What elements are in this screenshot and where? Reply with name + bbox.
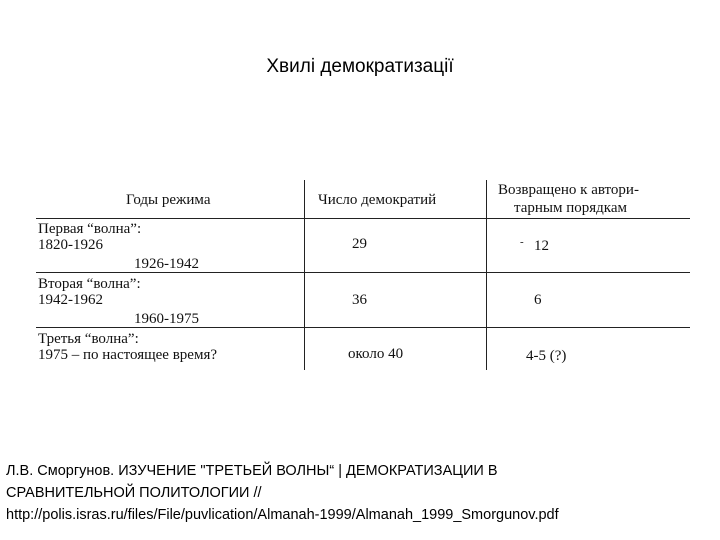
slide-title: Хвилі демократизації (266, 56, 454, 77)
header-reverted-line1: Возвращено к автори- (498, 182, 639, 198)
row-reverted-mark: - (520, 236, 524, 248)
column-divider (486, 180, 487, 370)
row-reverted: 6 (534, 292, 542, 308)
citation-line: СРАВНИТЕЛЬНОЙ ПОЛИТОЛОГИИ // (6, 485, 262, 501)
waves-table (36, 176, 696, 370)
row-period: 1820-1926 (38, 237, 103, 253)
citation-url[interactable]: http://polis.isras.ru/files/File/puvlication/Almanah-1999/Almanah_1999_Smorgunov.pdf (6, 507, 559, 523)
citation-line: Л.В. Сморгунов. ИЗУЧЕНИЕ "ТРЕТЬЕЙ ВОЛНЫ“ | ДЕМОКРАТИЗАЦИИ В (6, 463, 498, 479)
row-period: 1975 – по настоящее время? (38, 347, 217, 363)
row-reverted: 12 (534, 238, 549, 254)
header-years: Годы режима (126, 192, 211, 208)
source-citation (6, 460, 718, 526)
row-democracies: около 40 (348, 346, 404, 362)
row-democracies: 29 (352, 236, 367, 252)
row-period: 1942-1962 (38, 292, 103, 308)
row-reverse-period: 1960-1975 (134, 311, 199, 327)
row-wave-label: Вторая “волна”: (38, 276, 141, 292)
header-reverted-line2: тарным порядкам (514, 200, 628, 216)
header-democracies: Число демократий (318, 192, 437, 208)
row-wave-label: Третья “волна”: (38, 331, 139, 347)
header-divider (36, 218, 690, 219)
row-wave-label: Первая “волна”: (38, 221, 142, 237)
row-reverse-period: 1926-1942 (134, 256, 199, 272)
row-divider (36, 272, 690, 273)
row-divider (36, 327, 690, 328)
column-divider (304, 180, 305, 370)
row-reverted: 4-5 (?) (526, 348, 567, 364)
row-democracies: 36 (352, 292, 367, 308)
